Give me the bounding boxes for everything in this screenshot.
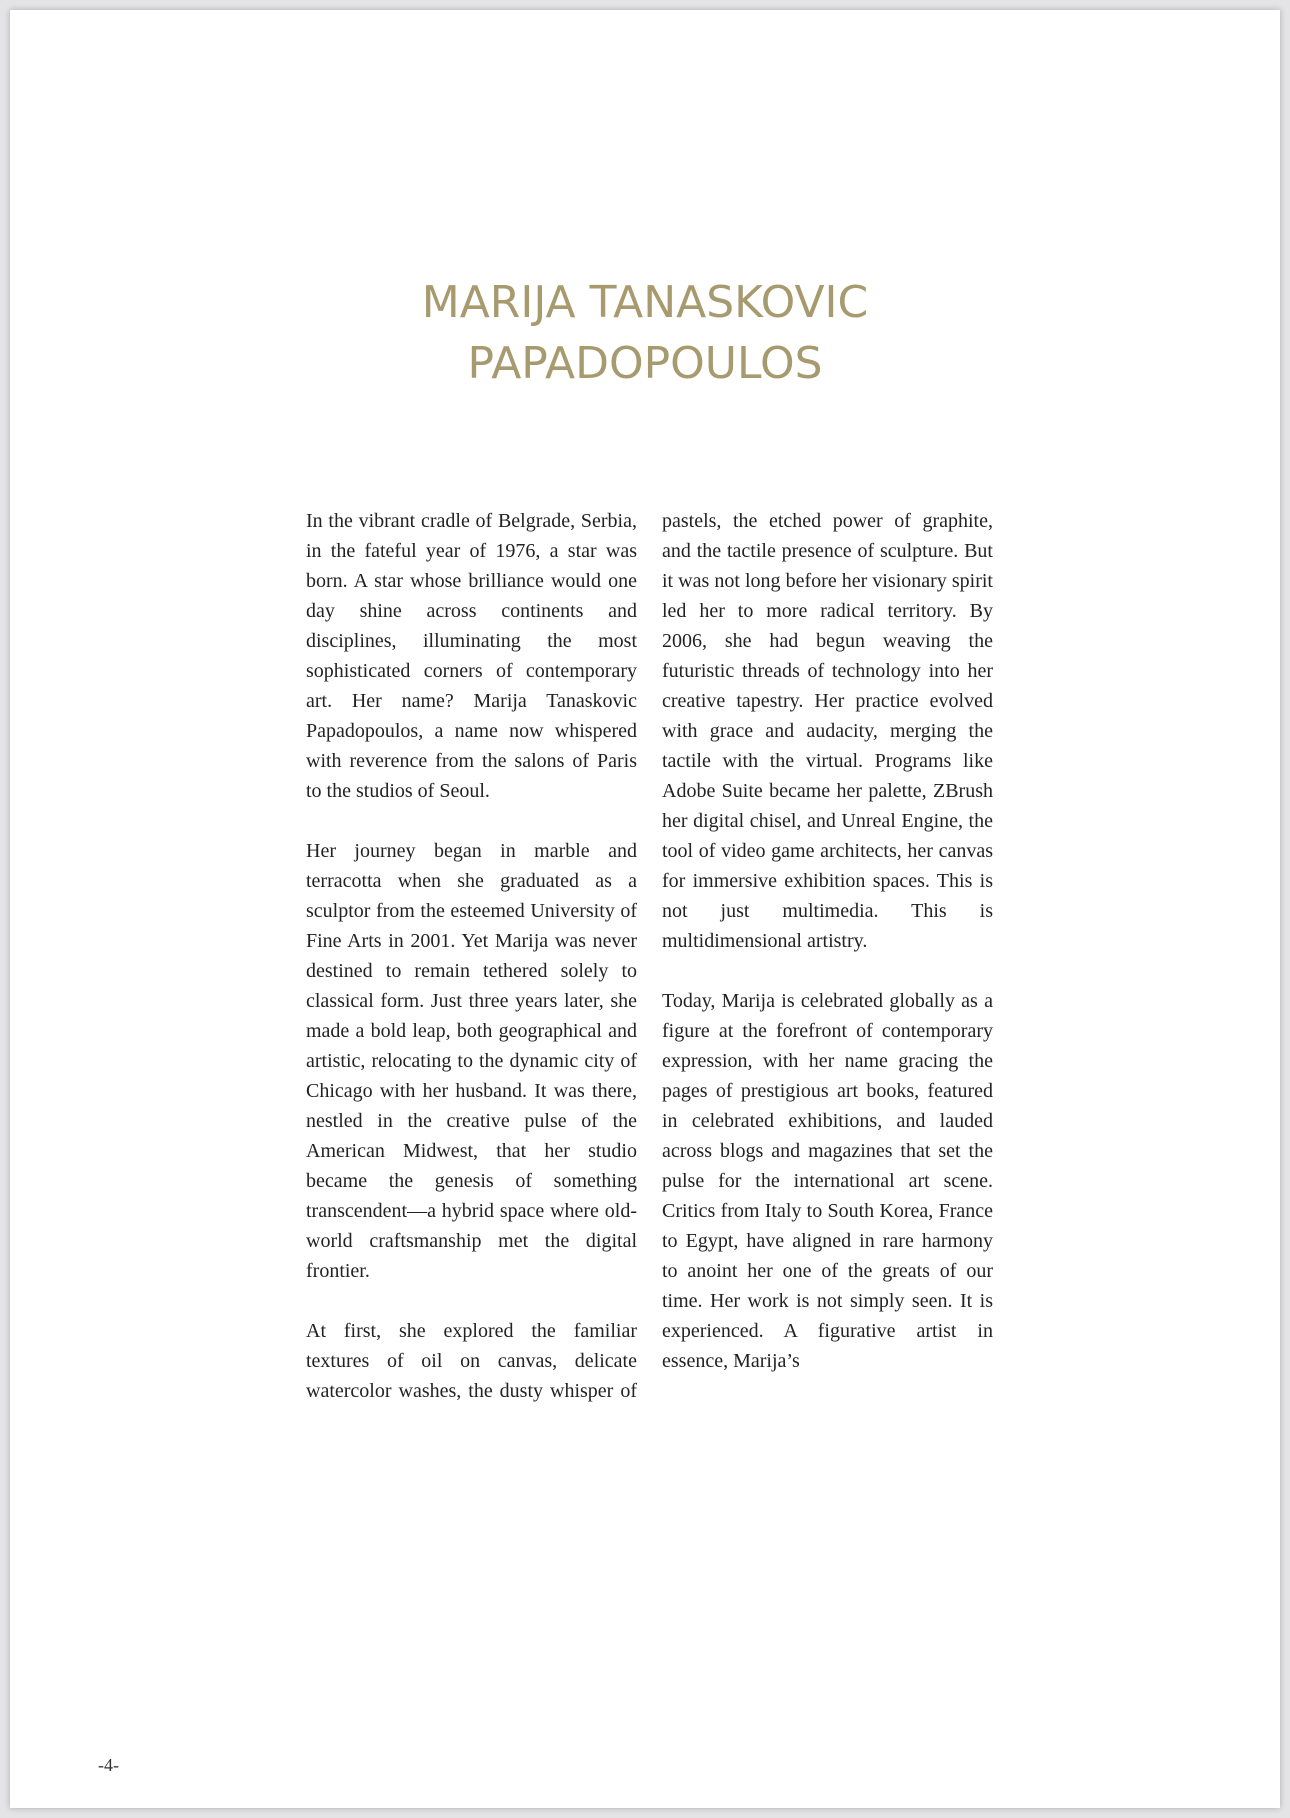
paragraph-3: At first, she explored the familiar textures of oil on canvas, delicate watercolor washes, the dusty whisper of pastels, the etched power of graphite, and the tactile presence of sculpture. But it was not long before her visionary spirit led her to more radical territory. By 2006, she had begun weaving the futuristic threads of technology into her creative tapestry. Her practice evolved with grace and audacity, merging the tactile with the virtual. Programs like Adobe Suite became her palette, ZBrush her digital chisel, and Unreal Engine, the tool of video game architects, her canvas for immersive exhibition spaces. This is not just multimedia. This is multidimensional artistry. [306, 510, 993, 1402]
title-line-2: PAPADOPOULOS [467, 338, 823, 389]
body-text-columns [306, 506, 993, 1406]
title-line-1: MARIJA TANASKOVIC [421, 277, 869, 328]
document-page [10, 10, 1280, 1808]
page-title [10, 272, 1280, 394]
paragraph-4: Today, Marija is celebrated globally as a figure at the forefront of contemporary expression, with her name gracing the pages of prestigious art books, featured in celebrated exhibitions, and lauded across blogs and magazines that set the pulse for the international art scene. Critics from Italy to South Korea, France to Egypt, have aligned in rare harmony to anoint her one of the greats of our time. Her work is not simply seen. It is experienced. A figurative artist in essence, Marija’s [662, 990, 993, 1372]
paragraph-1: In the vibrant cradle of Belgrade, Serbia, in the fateful year of 1976, a star was born. A star whose brilliance would one day shine across continents and disciplines, illuminating the most sophisticated corners of contemporary art. Her name? Marija Tanaskovic Papadopoulos, a name now whispered with reverence from the salons of Paris to the studios of Seoul. [306, 510, 637, 802]
page-number: -4- [98, 1755, 119, 1775]
paragraph-2: Her journey began in marble and terracotta when she graduated as a sculptor from the esteemed University of Fine Arts in 2001. Yet Marija was never destined to remain tethered solely to classical form. Just three years later, she made a bold leap, both geographical and artistic, relocating to the dynamic city of Chicago with her husband. It was there, nestled in the creative pulse of the American Midwest, that her studio became the genesis of something transcendent—a hybrid space where old-world craftsmanship met the digital frontier. [306, 840, 637, 1282]
